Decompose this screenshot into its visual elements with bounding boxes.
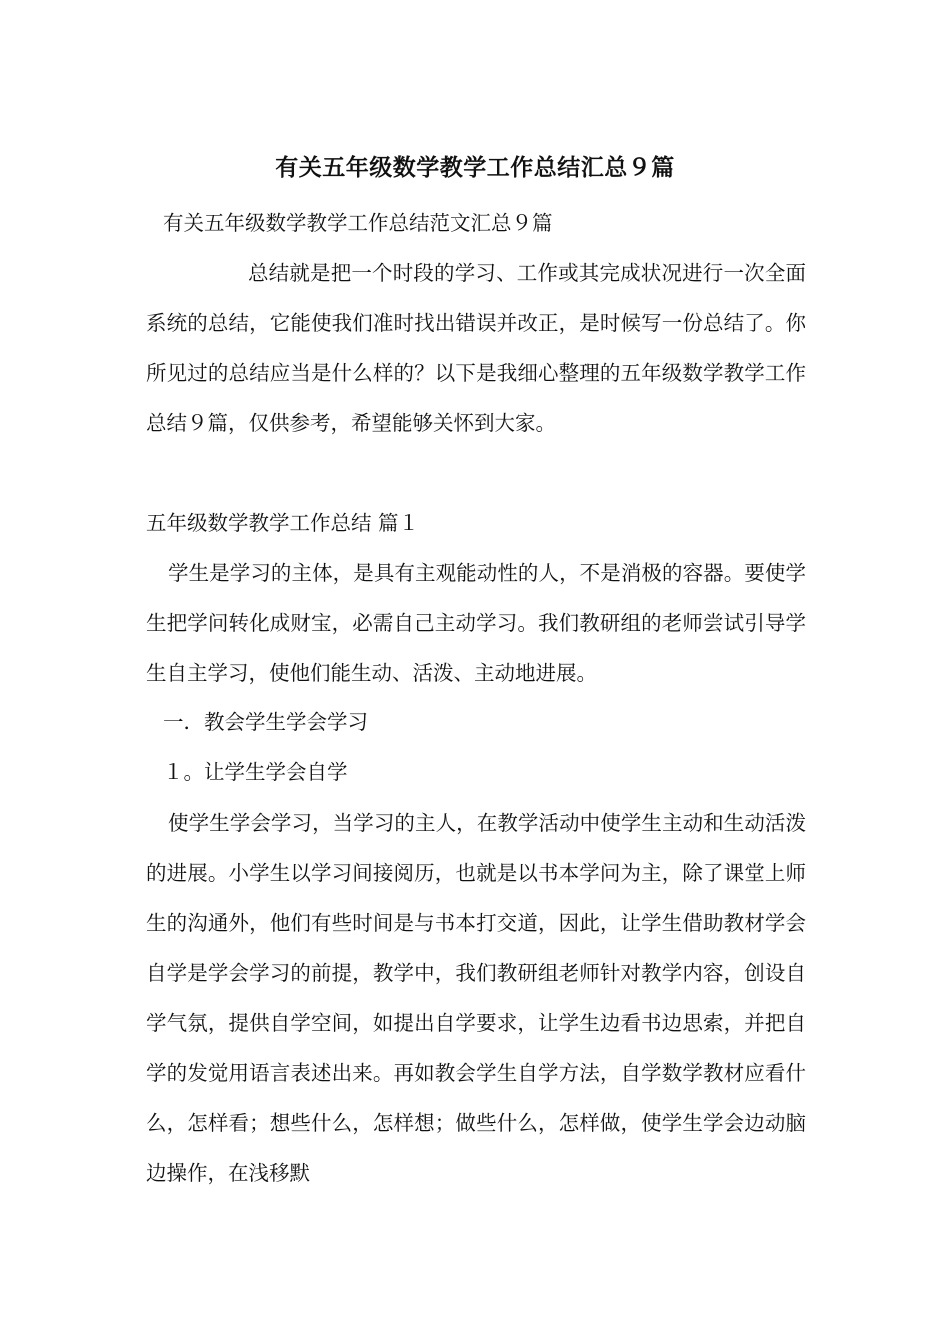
section-heading: 五年级数学教学工作总结 篇１ [146,511,420,535]
paragraph-2: 使学生学会学习，当学习的主人，在教学活动中使学生主动和生动活泼的进展。小学生以学习间接阅历，也就是以书本学问为主，除了课堂上师生的沟通外，他们有些时间是与书本打交道，因此，让学生借助教材学会自学是学会学习的前提，教学中，我们教研组老师针对教学内容，创设自学气氛，提供自学空间，如提出自学要求，让学生边看书边思索，并把自学的发觉用语言表述出来。再如教会学生自学方法，自学数学教材应看什么，怎样看；想些什么，怎样想；做些什么，怎样做，使学生学会边动脑边操作，在浅移默 [146,811,806,1185]
paragraph-1: 学生是学习的主体，是具有主观能动性的人，不是消极的容器。要使学生把学问转化成财宝，必需自己主动学习。我们教研组的老师尝试引导学生自主学习，使他们能生动、活泼、主动地进展。 [146,561,806,685]
document-subtitle: 有关五年级数学教学工作总结范文汇总９篇 [163,211,553,235]
heading-1-1: １。让学生学会自学 [163,760,348,784]
document-title: 有关五年级数学教学工作总结汇总９篇 [275,155,675,181]
intro-paragraph: 总结就是把一个时段的学习、工作或其完成状况进行一次全面系统的总结，它能使我们准时找出错误并改正，是时候写一份总结了。你所见过的总结应当是什么样的？以下是我细心整理的五年级数学教学工作总结９篇，仅供参考，希望能够关怀到大家。 [146,261,806,435]
heading-1: 一．教会学生学会学习 [163,710,368,734]
